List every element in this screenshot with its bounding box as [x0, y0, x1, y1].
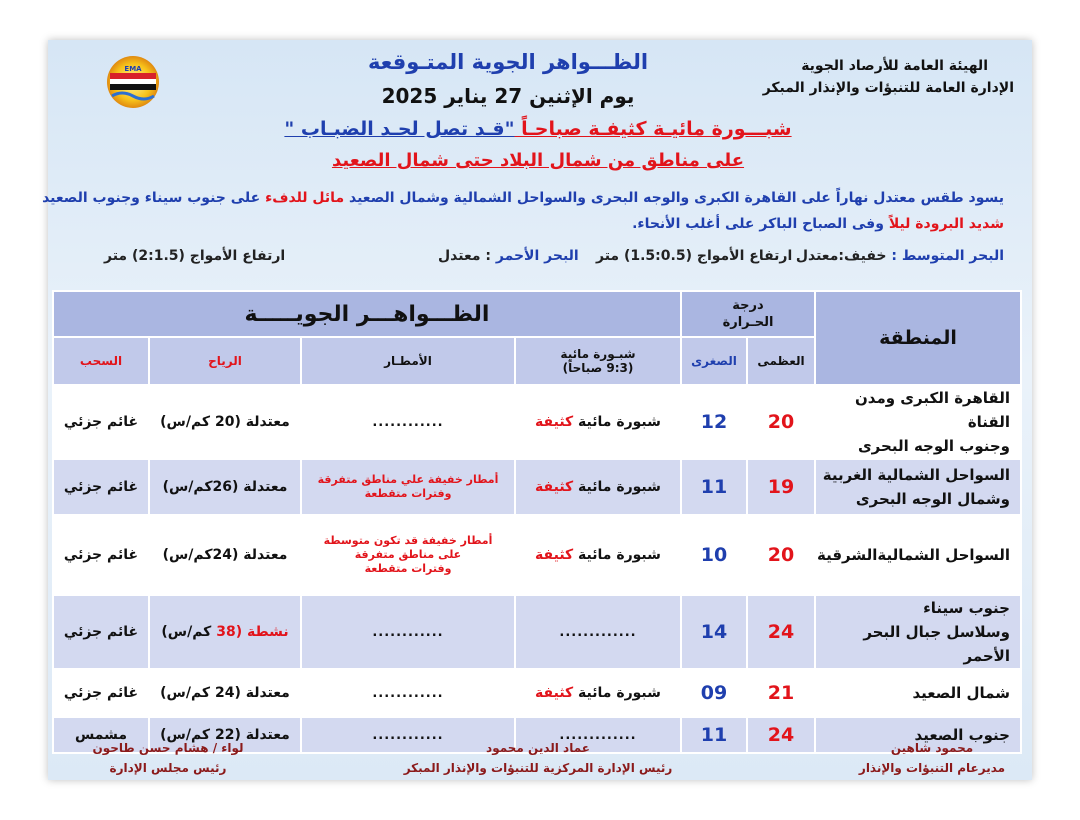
max-temp-cell: 24 [747, 595, 815, 669]
min-temp-cell: 10 [681, 515, 747, 595]
wind-cell: معتدلة (26كم/س) [149, 459, 301, 515]
rain-column-header: الأمطـار [301, 337, 515, 385]
weather-description-line1: يسود طقس معتدل نهاراً على القاهرة الكبرى والوجه البحرى والسواحل الشمالية وشمال الصعيد مائل للدفء على جنوب سيناء وجنوب الصعيد [42, 190, 1004, 206]
min-temp-header: الصغرى [681, 337, 747, 385]
min-temp-cell: 14 [681, 595, 747, 669]
region-cell: جنوب الصعيد [815, 717, 1021, 753]
cloud-cell: غائم جزئي [53, 385, 149, 459]
phenomena-header: الظـــواهـــر الجويـــــة [53, 291, 681, 337]
cloud-cell: غائم جزئي [53, 595, 149, 669]
max-temp-cell: 21 [747, 669, 815, 717]
signature-central-director: عماد الدين محمود رئيس الإدارة المركزية للتنبؤات والإنذار المبكر [403, 741, 673, 775]
max-temp-cell: 24 [747, 717, 815, 753]
max-temp-cell: 19 [747, 459, 815, 515]
min-temp-cell: 11 [681, 459, 747, 515]
rain-cell: ............ [301, 717, 515, 753]
wind-cell: نشطة (38 كم/س) [149, 595, 301, 669]
region-cell: جنوب سيناء وسلاسل جبال البحر الأحمر [815, 595, 1021, 669]
mediterranean-wave-height: ارتفاع الأمواج (1.5:0.5) متر [596, 248, 793, 264]
cloud-cell: غائم جزئي [53, 669, 149, 717]
cloud-cell: غائم جزئي [53, 515, 149, 595]
table-row [53, 669, 1021, 717]
wind-cell: معتدلة (22 كم/س) [149, 717, 301, 753]
min-temp-cell: 12 [681, 385, 747, 459]
temperature-header: درجة الحـرارة [681, 291, 815, 337]
fog-alert-quote: "قـد تصل لحـد الضبـاب " [284, 118, 515, 140]
region-column-header: المنطقة [815, 291, 1021, 385]
max-temp-cell: 20 [747, 515, 815, 595]
org-name: الهيئة العامة للأرصاد الجوية [801, 58, 988, 74]
wind-cell: معتدلة (24 كم/س) [149, 669, 301, 717]
weather-description-line2: شديد البرودة ليلاً وفى الصباح الباكر على أغلب الأنحاء. [632, 216, 1004, 232]
rain-cell: ............ [301, 595, 515, 669]
max-temp-header: العظمى [747, 337, 815, 385]
fog-cell: شبورة مائية كثيفة [515, 669, 681, 717]
region-cell: السواحل الشماليةالشرقية [815, 515, 1021, 595]
table-row [53, 385, 1021, 459]
fog-cell: شبورة مائية كثيفة [515, 515, 681, 595]
region-cell: شمال الصعيد [815, 669, 1021, 717]
wind-cell: معتدلة (20 كم/س) [149, 385, 301, 459]
table-row [53, 459, 1021, 515]
fog-cell: شبورة مائية كثيفة [515, 459, 681, 515]
fog-cell: شبورة مائية كثيفة [515, 385, 681, 459]
mediterranean-sea-state: البحر المتوسط : خفيف:معتدل [795, 248, 1004, 264]
red-sea-wave-height: ارتفاع الأمواج (2:1.5) متر [104, 248, 286, 264]
rain-cell: ............ [301, 669, 515, 717]
ema-logo-icon [98, 54, 168, 110]
fog-cell: ............. [515, 595, 681, 669]
max-temp-cell: 20 [747, 385, 815, 459]
region-cell: السواحل الشمالية الغربية وشمال الوجه البحرى [815, 459, 1021, 515]
rain-cell: ............ [301, 385, 515, 459]
forecast-date: يوم الإثنين 27 يناير 2025 [381, 84, 635, 108]
table-row [53, 515, 1021, 595]
rain-cell: أمطار خفيفة علي مناطق متفرقة وفترات متقطعة [301, 459, 515, 515]
fog-alert [278, 118, 798, 140]
min-temp-cell: 11 [681, 717, 747, 753]
page-title: الظـــواهر الجوية المتـوقعة [367, 50, 649, 74]
forecast-table [52, 290, 1022, 754]
fog-cell: ............. [515, 717, 681, 753]
min-temp-cell: 09 [681, 669, 747, 717]
svg-text:EMA: EMA [124, 65, 142, 73]
wind-column-header: الرياح [149, 337, 301, 385]
cloud-cell: غائم جزئي [53, 459, 149, 515]
wind-cell: معتدلة (24كم/س) [149, 515, 301, 595]
fog-alert-areas: على مناطق من شمال البلاد حتى شمال الصعيد [331, 150, 745, 171]
signature-chairman: لواء / هشام حسن طاحون رئيس مجلس الإدارة [92, 741, 244, 775]
signature-forecast-director: محمود شاهين مديرعام التنبؤات والإنذار [858, 741, 1006, 775]
cloud-column-header: السحب [53, 337, 149, 385]
forecast-sheet [42, 40, 1032, 780]
red-sea-state: البحر الأحمر : معتدل [438, 248, 579, 264]
fog-column-header: شبـورة مائية (9:3 صباحاً) [515, 337, 681, 385]
rain-cell: أمطار خفيفة قد تكون متوسطة على مناطق متفرقة وفترات متقطعة [301, 515, 515, 595]
fog-alert-main: شبـــورة مائيـة كثيفـة صباحـاً [514, 118, 792, 140]
cloud-cell: مشمس [53, 717, 149, 753]
org-department: الإدارة العامة للتنبؤات والإنذار المبكر [762, 80, 1014, 96]
region-cell: القاهرة الكبرى ومدن القناة وجنوب الوجه البحرى [815, 385, 1021, 459]
table-row [53, 595, 1021, 669]
